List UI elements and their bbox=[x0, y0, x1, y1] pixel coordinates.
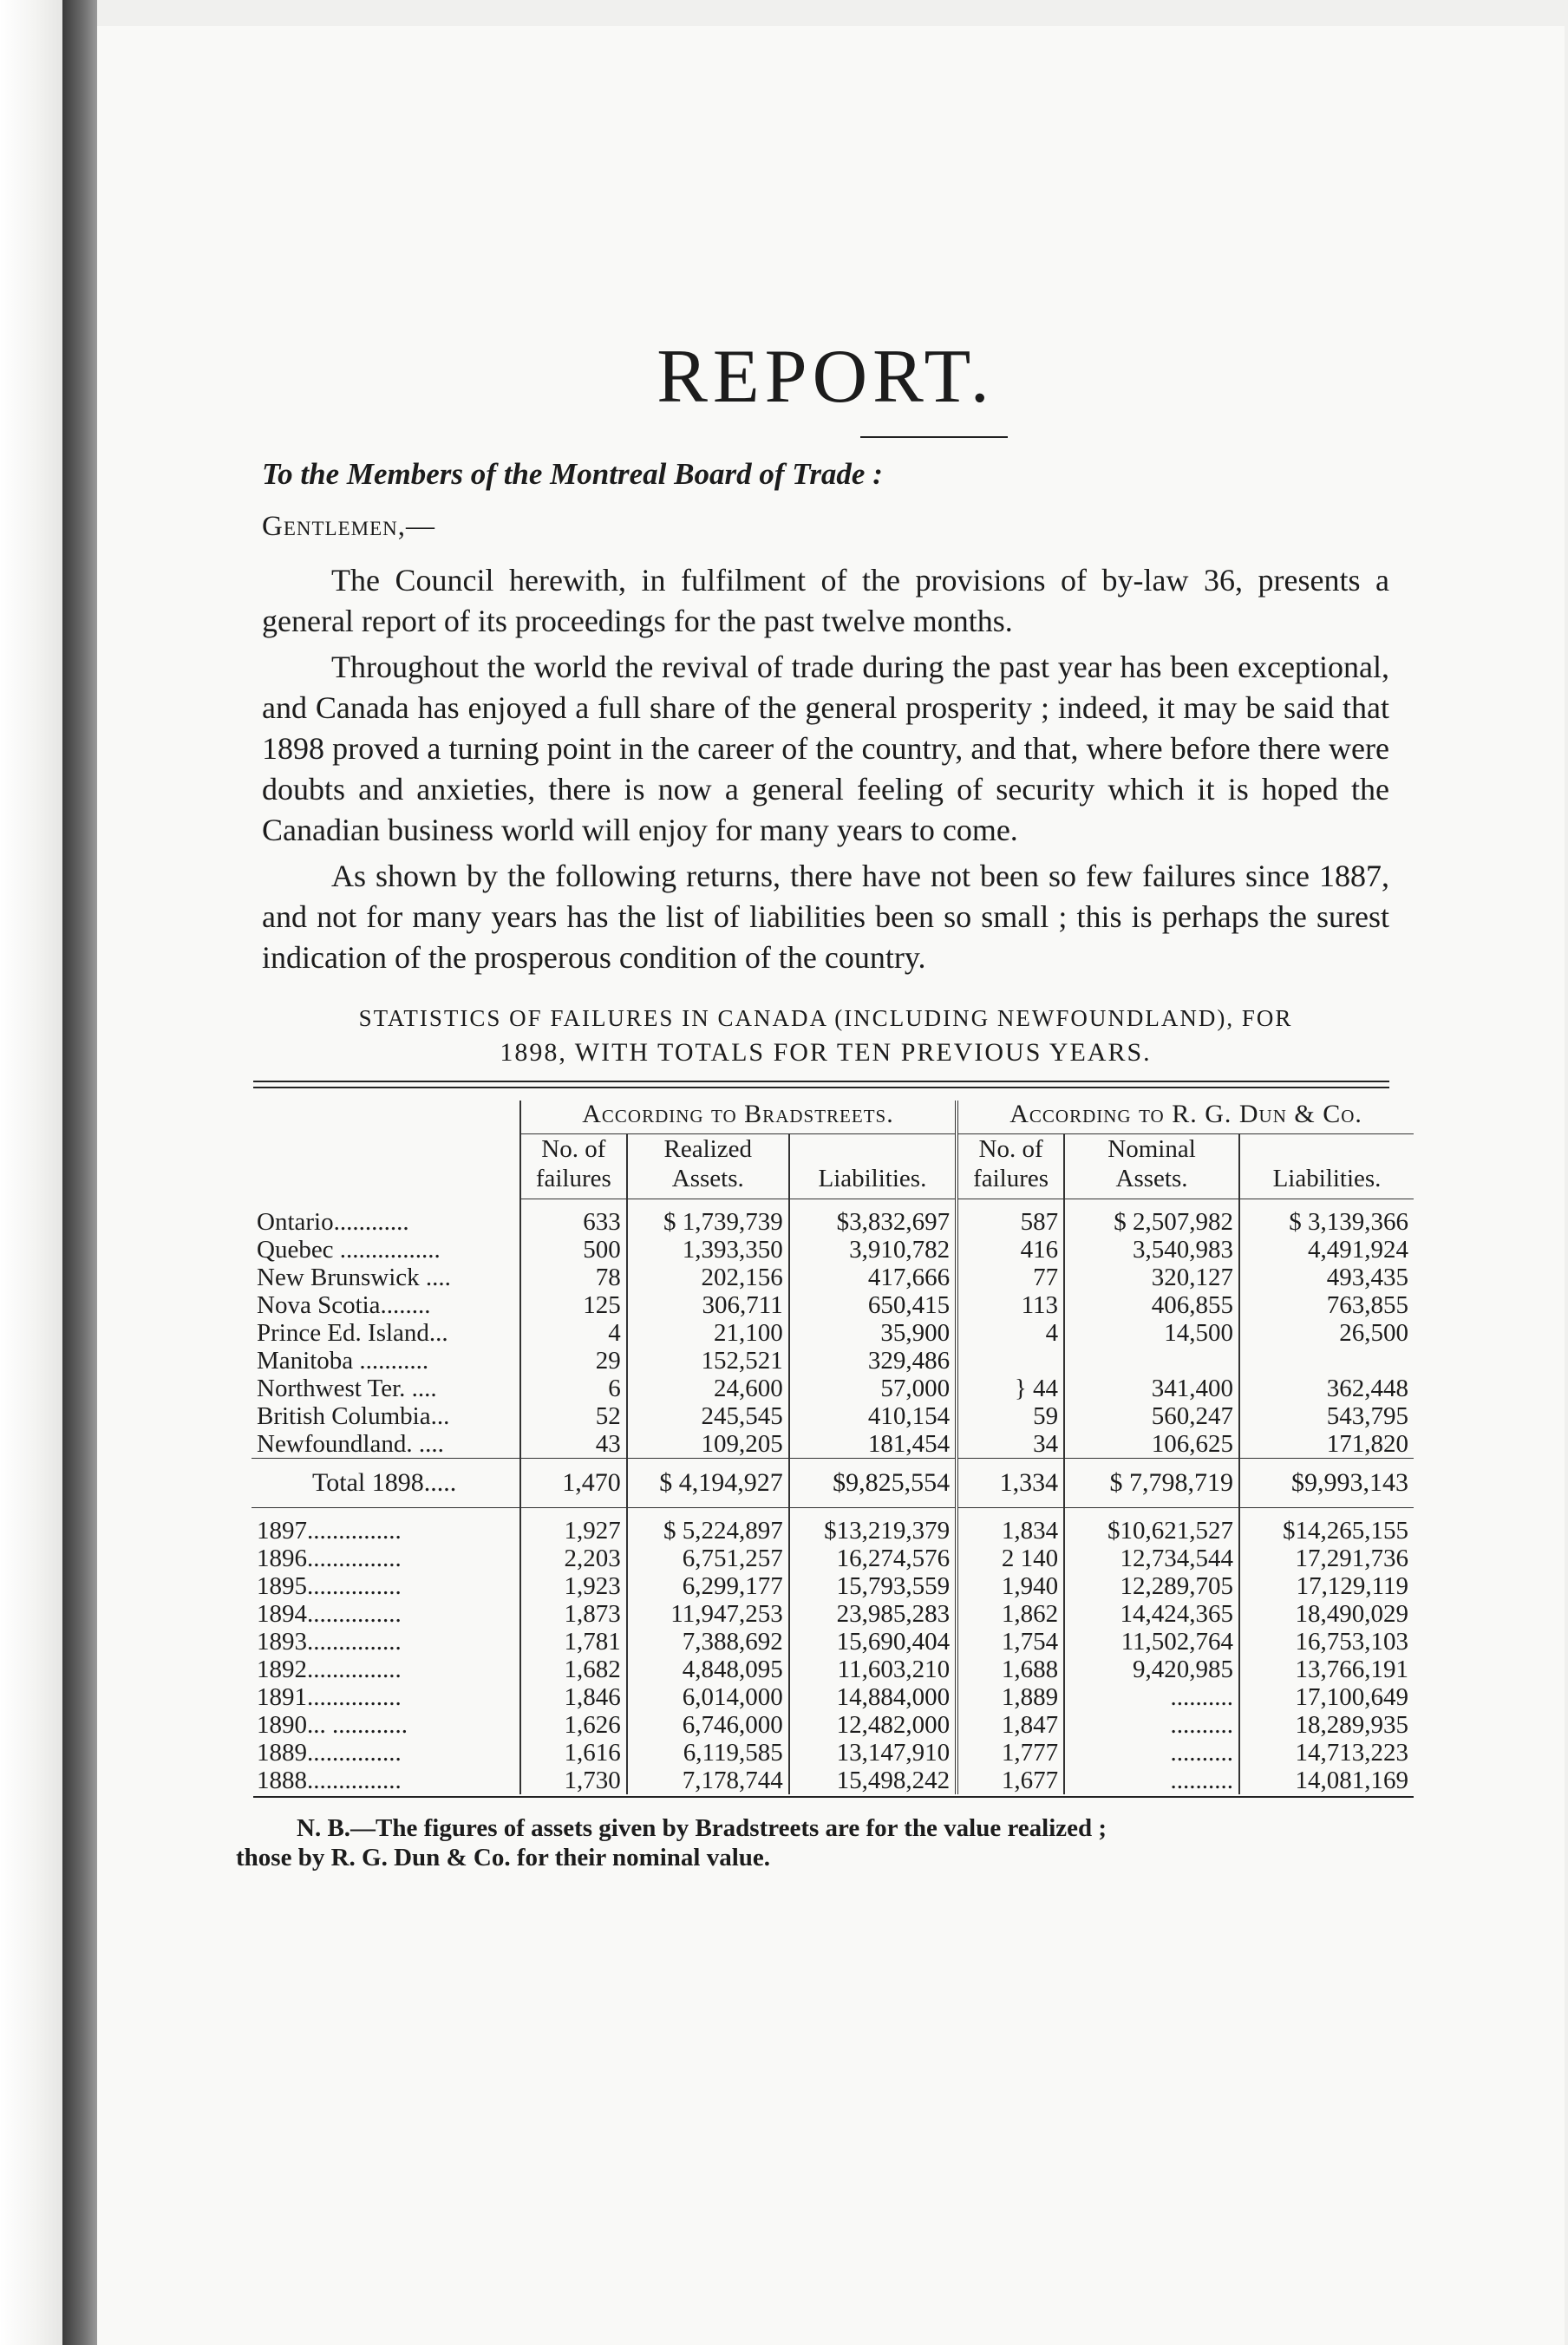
dun-group-header: According to R. G. Dun & Co. bbox=[957, 1101, 1414, 1134]
nominal-assets-cell: 9,420,985 bbox=[1064, 1656, 1239, 1683]
footnote bbox=[236, 1813, 1389, 1872]
row-label: 1893............... bbox=[257, 1628, 402, 1656]
table-row bbox=[252, 1517, 1414, 1545]
col-header-bradstreets-failures: No. of failures bbox=[520, 1134, 627, 1199]
nominal-assets-cell: 320,127 bbox=[1064, 1264, 1239, 1291]
bradstreets-liabilities-cell: 181,454 bbox=[789, 1430, 957, 1459]
dun-liabilities-cell: $9,993,143 bbox=[1239, 1459, 1414, 1508]
dun-liabilities-cell: 14,081,169 bbox=[1239, 1767, 1414, 1794]
title-rule bbox=[860, 436, 1008, 438]
table-row bbox=[252, 1683, 1414, 1711]
realized-assets-cell: 152,521 bbox=[627, 1347, 789, 1375]
dun-failures-cell: 1,688 bbox=[957, 1656, 1064, 1683]
realized-assets-cell: 1,393,350 bbox=[627, 1236, 789, 1264]
row-label: 1895............... bbox=[257, 1572, 402, 1600]
bradstreets-failures-cell: 500 bbox=[520, 1236, 627, 1264]
table-bottom-rule bbox=[253, 1796, 1414, 1798]
bradstreets-liabilities-cell: 12,482,000 bbox=[789, 1711, 957, 1739]
realized-assets-cell: 6,299,177 bbox=[627, 1572, 789, 1600]
bradstreets-failures-cell: 29 bbox=[520, 1347, 627, 1375]
nominal-assets-cell: 106,625 bbox=[1064, 1430, 1239, 1459]
dun-failures-cell: 1,754 bbox=[957, 1628, 1064, 1656]
bradstreets-liabilities-cell: $9,825,554 bbox=[789, 1459, 957, 1508]
dun-failures-cell: 77 bbox=[957, 1264, 1064, 1291]
bradstreets-liabilities-cell: 57,000 bbox=[789, 1375, 957, 1402]
nominal-assets-cell: $10,621,527 bbox=[1064, 1517, 1239, 1545]
row-label: Total 1898..... bbox=[252, 1459, 520, 1508]
table-row bbox=[252, 1767, 1414, 1794]
bradstreets-failures-cell: 1,846 bbox=[520, 1683, 627, 1711]
row-label: 1892............... bbox=[257, 1656, 402, 1683]
table-row bbox=[252, 1572, 1414, 1600]
bradstreets-failures-cell: 1,923 bbox=[520, 1572, 627, 1600]
table-row bbox=[252, 1264, 1414, 1291]
dun-failures-cell: 2 140 bbox=[957, 1545, 1064, 1572]
bradstreets-failures-cell: 1,781 bbox=[520, 1628, 627, 1656]
col-header-realized-assets: Realized Assets. bbox=[627, 1134, 789, 1199]
bradstreets-liabilities-cell: 11,603,210 bbox=[789, 1656, 957, 1683]
realized-assets-cell: 245,545 bbox=[627, 1402, 789, 1430]
col-header-dun-liabilities: Liabilities. bbox=[1239, 1134, 1414, 1199]
bradstreets-failures-cell: 125 bbox=[520, 1291, 627, 1319]
total-row-group bbox=[252, 1459, 1414, 1518]
nominal-assets-cell: .......... bbox=[1064, 1739, 1239, 1767]
bradstreets-liabilities-cell: 329,486 bbox=[789, 1347, 957, 1375]
row-label: 1889............... bbox=[257, 1739, 402, 1767]
total-row bbox=[252, 1459, 1414, 1508]
realized-assets-cell: 24,600 bbox=[627, 1375, 789, 1402]
realized-assets-cell: 4,848,095 bbox=[627, 1656, 789, 1683]
dun-failures-cell: 416 bbox=[957, 1236, 1064, 1264]
dun-liabilities-cell: 26,500 bbox=[1239, 1319, 1414, 1347]
nominal-assets-cell: 560,247 bbox=[1064, 1402, 1239, 1430]
dun-failures-cell: 1,334 bbox=[957, 1459, 1064, 1508]
dun-liabilities-cell: 17,129,119 bbox=[1239, 1572, 1414, 1600]
table-row bbox=[252, 1319, 1414, 1347]
realized-assets-cell: 7,388,692 bbox=[627, 1628, 789, 1656]
bradstreets-failures-cell: 52 bbox=[520, 1402, 627, 1430]
dun-failures-cell: 34 bbox=[957, 1430, 1064, 1459]
dun-failures-cell: 113 bbox=[957, 1291, 1064, 1319]
row-label: Nova Scotia........ bbox=[257, 1291, 431, 1319]
bradstreets-liabilities-cell: 15,793,559 bbox=[789, 1572, 957, 1600]
realized-assets-cell: $ 4,194,927 bbox=[627, 1459, 789, 1508]
dun-liabilities-cell: $ 3,139,366 bbox=[1239, 1208, 1414, 1236]
nominal-assets-cell bbox=[1064, 1347, 1239, 1375]
realized-assets-cell: 306,711 bbox=[627, 1291, 789, 1319]
nominal-assets-cell: 12,734,544 bbox=[1064, 1545, 1239, 1572]
realized-assets-cell: 11,947,253 bbox=[627, 1600, 789, 1628]
nominal-assets-cell: 406,855 bbox=[1064, 1291, 1239, 1319]
col-header-bradstreets-liabilities: Liabilities. bbox=[789, 1134, 957, 1199]
paragraph-2: Throughout the world the revival of trade during the past year has been exceptional, and Canada has enjoyed a full share of the general prosperity ; indeed, it may be said that 1898 proved a turning point in the career of the country, and that, where before there were doubts and anxieties, there is now a general feeling of security which it is hoped the Canadian business world will enjoy for many years to come. bbox=[262, 650, 1389, 847]
footnote-line-1: N. B.—The figures of assets given by Bradstreets are for the value realized ; bbox=[297, 1814, 1107, 1842]
realized-assets-cell: 202,156 bbox=[627, 1264, 789, 1291]
bradstreets-failures-cell: 43 bbox=[520, 1430, 627, 1459]
table-row bbox=[252, 1236, 1414, 1264]
nominal-assets-cell: $ 2,507,982 bbox=[1064, 1208, 1239, 1236]
bradstreets-failures-cell: 2,203 bbox=[520, 1545, 627, 1572]
dun-liabilities-cell: 17,100,649 bbox=[1239, 1683, 1414, 1711]
nominal-assets-cell: 14,424,365 bbox=[1064, 1600, 1239, 1628]
dun-liabilities-cell: 4,491,924 bbox=[1239, 1236, 1414, 1264]
dun-liabilities-cell bbox=[1239, 1347, 1414, 1375]
dun-failures-cell: 1,777 bbox=[957, 1739, 1064, 1767]
dun-liabilities-cell: 14,713,223 bbox=[1239, 1739, 1414, 1767]
realized-assets-cell: 6,746,000 bbox=[627, 1711, 789, 1739]
dun-liabilities-cell: 171,820 bbox=[1239, 1430, 1414, 1459]
bradstreets-failures-cell: 1,470 bbox=[520, 1459, 627, 1508]
bradstreets-failures-cell: 1,682 bbox=[520, 1656, 627, 1683]
row-label: New Brunswick .... bbox=[257, 1264, 451, 1291]
dun-liabilities-cell: 362,448 bbox=[1239, 1375, 1414, 1402]
dun-failures-cell: 587 bbox=[957, 1208, 1064, 1236]
nominal-assets-cell: .......... bbox=[1064, 1683, 1239, 1711]
table-row bbox=[252, 1545, 1414, 1572]
bradstreets-failures-cell: 1,730 bbox=[520, 1767, 627, 1794]
dun-liabilities-cell: 18,289,935 bbox=[1239, 1711, 1414, 1739]
bradstreets-failures-cell: 6 bbox=[520, 1375, 627, 1402]
dun-liabilities-cell: 763,855 bbox=[1239, 1291, 1414, 1319]
row-label: 1891............... bbox=[257, 1683, 402, 1711]
dun-liabilities-cell: 543,795 bbox=[1239, 1402, 1414, 1430]
paragraph-3: As shown by the following returns, there have not been so few failures since 1887, and not for many years has the list of liabilities been so small ; this is perhaps the surest indication of the prosperous condition of the country. bbox=[262, 859, 1389, 975]
province-rows bbox=[252, 1208, 1414, 1459]
nominal-assets-cell: 12,289,705 bbox=[1064, 1572, 1239, 1600]
dun-failures-cell: 4 bbox=[957, 1319, 1064, 1347]
realized-assets-cell: 6,751,257 bbox=[627, 1545, 789, 1572]
bradstreets-liabilities-cell: 23,985,283 bbox=[789, 1600, 957, 1628]
nominal-assets-cell: 3,540,983 bbox=[1064, 1236, 1239, 1264]
dun-failures-cell: } 44 bbox=[957, 1375, 1064, 1402]
dun-liabilities-cell: 16,753,103 bbox=[1239, 1628, 1414, 1656]
statistics-heading-line-2: 1898, WITH TOTALS FOR TEN PREVIOUS YEARS. bbox=[500, 1038, 1152, 1067]
row-label: Northwest Ter. .... bbox=[257, 1375, 437, 1402]
bradstreets-failures-cell: 1,626 bbox=[520, 1711, 627, 1739]
row-label: British Columbia... bbox=[257, 1402, 450, 1430]
row-label: Newfoundland. .... bbox=[257, 1430, 444, 1458]
bradstreets-failures-cell: 1,616 bbox=[520, 1739, 627, 1767]
row-label: 1897............... bbox=[257, 1517, 402, 1545]
row-label: 1888............... bbox=[257, 1767, 402, 1794]
table-row bbox=[252, 1600, 1414, 1628]
bradstreets-failures-cell: 4 bbox=[520, 1319, 627, 1347]
row-label: 1896............... bbox=[257, 1545, 402, 1572]
greeting: Gentlemen,— bbox=[262, 511, 435, 542]
bradstreets-liabilities-cell: 3,910,782 bbox=[789, 1236, 957, 1264]
bradstreets-failures-cell: 1,873 bbox=[520, 1600, 627, 1628]
table-group-header-row bbox=[252, 1101, 1414, 1134]
table-row bbox=[252, 1711, 1414, 1739]
bradstreets-liabilities-cell: $13,219,379 bbox=[789, 1517, 957, 1545]
nominal-assets-cell: 14,500 bbox=[1064, 1319, 1239, 1347]
nominal-assets-cell: .......... bbox=[1064, 1711, 1239, 1739]
realized-assets-cell: $ 1,739,739 bbox=[627, 1208, 789, 1236]
row-label: Ontario............ bbox=[257, 1208, 409, 1236]
table-row bbox=[252, 1208, 1414, 1236]
dun-failures-cell: 1,940 bbox=[957, 1572, 1064, 1600]
dun-failures-cell: 59 bbox=[957, 1402, 1064, 1430]
table-row bbox=[252, 1628, 1414, 1656]
dun-failures-cell: 1,847 bbox=[957, 1711, 1064, 1739]
bradstreets-liabilities-cell: 650,415 bbox=[789, 1291, 957, 1319]
bradstreets-liabilities-cell: 15,498,242 bbox=[789, 1767, 957, 1794]
adjacent-page-edge bbox=[0, 0, 62, 2345]
table-row bbox=[252, 1402, 1414, 1430]
table-row bbox=[252, 1375, 1414, 1402]
dun-liabilities-cell: 17,291,736 bbox=[1239, 1545, 1414, 1572]
dun-liabilities-cell: 18,490,029 bbox=[1239, 1600, 1414, 1628]
statistics-heading bbox=[262, 1001, 1389, 1070]
page-content bbox=[236, 334, 1408, 1872]
dun-liabilities-cell: $14,265,155 bbox=[1239, 1517, 1414, 1545]
empty-header-cell bbox=[252, 1101, 520, 1134]
bradstreets-liabilities-cell: 14,884,000 bbox=[789, 1683, 957, 1711]
dun-failures-cell: 1,889 bbox=[957, 1683, 1064, 1711]
table-row bbox=[252, 1656, 1414, 1683]
realized-assets-cell: 109,205 bbox=[627, 1430, 789, 1459]
bradstreets-liabilities-cell: 410,154 bbox=[789, 1402, 957, 1430]
year-rows bbox=[252, 1517, 1414, 1794]
bradstreets-failures-cell: 1,927 bbox=[520, 1517, 627, 1545]
row-label: Prince Ed. Island... bbox=[257, 1319, 448, 1347]
table-row bbox=[252, 1291, 1414, 1319]
salutation: To the Members of the Montreal Board of Trade : bbox=[262, 457, 883, 491]
realized-assets-cell: 7,178,744 bbox=[627, 1767, 789, 1794]
col-header-dun-failures: No. of failures bbox=[957, 1134, 1064, 1199]
bradstreets-group-header: According to Bradstreets. bbox=[520, 1101, 957, 1134]
bradstreets-liabilities-cell: 417,666 bbox=[789, 1264, 957, 1291]
statistics-heading-line-1: STATISTICS OF FAILURES IN CANADA (INCLUDING NEWFOUNDLAND), FOR bbox=[358, 1005, 1293, 1031]
bradstreets-failures-cell: 633 bbox=[520, 1208, 627, 1236]
table-row bbox=[252, 1430, 1414, 1459]
realized-assets-cell: 21,100 bbox=[627, 1319, 789, 1347]
empty-header-cell bbox=[252, 1134, 520, 1199]
realized-assets-cell: $ 5,224,897 bbox=[627, 1517, 789, 1545]
realized-assets-cell: 6,119,585 bbox=[627, 1739, 789, 1767]
paragraph-1: The Council herewith, in fulfilment of the provisions of by-law 36, presents a general report of its proceedings for the past twelve months. bbox=[262, 563, 1389, 638]
row-label: Manitoba ........... bbox=[257, 1347, 429, 1375]
col-header-nominal-assets: Nominal Assets. bbox=[1064, 1134, 1239, 1199]
footnote-line-2: those by R. G. Dun & Co. for their nominal value. bbox=[236, 1844, 771, 1871]
row-label: 1890... ............ bbox=[257, 1711, 408, 1739]
table-row bbox=[252, 1739, 1414, 1767]
realized-assets-cell: 6,014,000 bbox=[627, 1683, 789, 1711]
row-label: 1894............... bbox=[257, 1600, 402, 1628]
page-title: REPORT. bbox=[657, 335, 995, 419]
nominal-assets-cell: .......... bbox=[1064, 1767, 1239, 1794]
dun-failures-cell: 1,834 bbox=[957, 1517, 1064, 1545]
bradstreets-liabilities-cell: 35,900 bbox=[789, 1319, 957, 1347]
table-row bbox=[252, 1347, 1414, 1375]
nominal-assets-cell: 341,400 bbox=[1064, 1375, 1239, 1402]
bradstreets-liabilities-cell: 13,147,910 bbox=[789, 1739, 957, 1767]
failures-table bbox=[252, 1101, 1414, 1794]
dun-failures-cell: 1,862 bbox=[957, 1600, 1064, 1628]
row-label: Quebec ................ bbox=[257, 1236, 441, 1264]
dun-liabilities-cell: 13,766,191 bbox=[1239, 1656, 1414, 1683]
bradstreets-liabilities-cell: $3,832,697 bbox=[789, 1208, 957, 1236]
book-spine bbox=[62, 0, 97, 2345]
dun-liabilities-cell: 493,435 bbox=[1239, 1264, 1414, 1291]
bradstreets-liabilities-cell: 15,690,404 bbox=[789, 1628, 957, 1656]
nominal-assets-cell: 11,502,764 bbox=[1064, 1628, 1239, 1656]
dun-failures-cell: 1,677 bbox=[957, 1767, 1064, 1794]
table-top-rule bbox=[253, 1081, 1389, 1088]
dun-failures-cell bbox=[957, 1347, 1064, 1375]
bradstreets-liabilities-cell: 16,274,576 bbox=[789, 1545, 957, 1572]
bradstreets-failures-cell: 78 bbox=[520, 1264, 627, 1291]
nominal-assets-cell: $ 7,798,719 bbox=[1064, 1459, 1239, 1508]
table-column-header-row bbox=[252, 1134, 1414, 1199]
